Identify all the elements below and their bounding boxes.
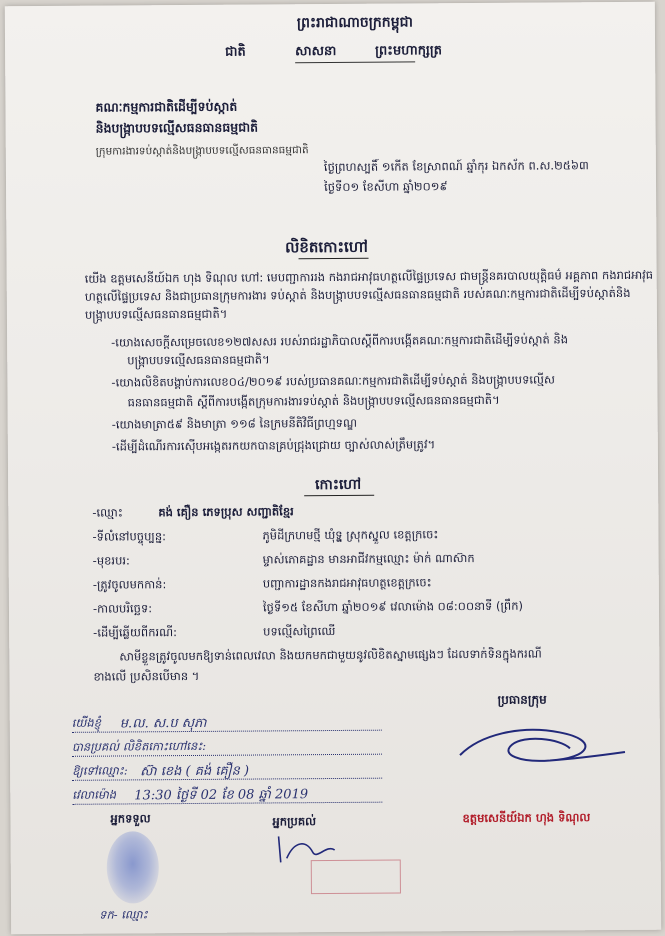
handwritten-label-2: បានប្រគល់ លិខិតកោះហៅនេះ: [71, 738, 207, 754]
motto [205, 43, 505, 60]
chief-label: ប្រធានក្រុម [497, 692, 547, 707]
signer-name: ឧត្តមសេនីយ៍ឯក ហុង ទិណុល [462, 810, 591, 826]
intro-paragraph: យើង ឧត្តមសេនីយ៍ឯក ហុង ទិណុល ហៅ: មេបញ្ជាការរង កងរាជអាវុធហត្ថលើផ្ទៃប្រទេស ជាមន្ត្រីនគរបាលយុត្តិធម៌ អគ្គភាព កងរាជអាវុធហត្ថលើផ្ទៃប្រទេស និងជាប្រធានក្រុមការងារ ទប់ស្កាត់ និងបង្ក្រាបបទល្មើសធនធានធម្មជាតិ របស់គណៈកម្មការជាតិដើម្បីទប់ស្កាត់និងបង្ក្រាបបទល្មើសធនធានធម្មជាតិ។ [84, 267, 654, 322]
field-value-name: គង់ គឿន ភេទប្រុស សញ្ជាតិខ្មែរ [158, 504, 294, 520]
field-value-address: ភូមិដីក្រហមថ្មី ឃុំទ្ន្ហ ស្រុកស្នួល ខេត្តក្រចេះ [262, 527, 439, 543]
field-label-case: -ដើម្បីឆ្លើយពីករណី: [93, 625, 178, 640]
handwritten-name-3: ស៊ា ខេង ( គង់ គឿន ) [140, 763, 250, 780]
bottom-note: ទក- ឈ្មោះ [99, 907, 148, 922]
solar-date: ថ្ងៃទី០១ ខែសីហា ឆ្នាំ២០១៩ [323, 179, 448, 195]
receiver-label: អ្នកទទួល [110, 811, 151, 826]
chief-signature [450, 714, 630, 775]
title-underline [299, 258, 369, 259]
field-value-report-to: បញ្ជាការដ្ឋានកងរាជអាវុធហត្ថខេត្តក្រចេះ [262, 575, 432, 591]
summon-underline [304, 495, 374, 496]
thumbprint [107, 831, 160, 903]
handwritten-line-1 [72, 730, 382, 733]
field-value-occupation: ម្ចាស់ភោគដ្ឋាន មានអាជីវកម្មឈ្មោះ ម៉ាក់ ណាស៊ាក [262, 551, 475, 567]
closing-line-1: សាមីខ្លួនត្រូវចូលមកឱ្យទាន់ពេលវេលា និងយកមកជាមួយនូវលិខិតស្នាមផ្សេងៗ ដែលទាក់ទិនក្នុងករណី [119, 646, 542, 664]
reference-3: -យោងមាត្រា៥៩ និងមាត្រា ១១៨ នៃក្រមនីតិវិធីព្រហ្មទណ្ឌ [111, 415, 358, 432]
handwritten-name-1: ម.ល. ស.ប សុភា [119, 715, 207, 732]
stamp [311, 860, 401, 895]
reference-2: -យោងលិខិតបង្គាប់ការលេខ០៤/២០១៩ របស់ប្រធានគណៈកម្មការជាតិដើម្បីទប់ស្កាត់ និងបង្ក្រាបបទល្មើស [111, 372, 555, 390]
motto-nation: ជាតិ [225, 44, 246, 60]
document-page [5, 2, 661, 935]
field-label-address: -ទីលំនៅបច្ចុប្បន្ន: [92, 529, 167, 544]
reference-2-cont: ធនធានធម្មជាតិ ស្ដីពីការបង្កើតក្រុមការងារទប់ស្កាត់ និងបង្ក្រាបបទល្មើសធនធានធម្មជាតិ។ [127, 392, 500, 410]
kingdom-header: ព្រះរាជាណាចក្រកម្ពុជា [296, 14, 413, 32]
handwritten-label-3: ឱ្យទៅឈ្មោះ: [72, 763, 128, 778]
handwritten-label-1: យើងខ្ញុំ [71, 715, 102, 730]
field-value-date: ថ្ងៃទី១៥ ខែសីហា ឆ្នាំ២០១៩ វេលាម៉ោង ០៨:០០នាទី (ព្រឹក) [262, 598, 524, 615]
motto-king: ព្រះមហាក្សត្រ [375, 43, 442, 59]
document-title: លិខិតកោះហៅ [285, 237, 368, 257]
motto-divider [295, 61, 415, 63]
field-label-date: -កាលបរិច្ឆេទ: [92, 601, 153, 616]
org-line-2: និងបង្ក្រាបបទល្មើសធនធានធម្មជាតិ [95, 119, 259, 136]
giver-label: អ្នកប្រគល់ [272, 814, 317, 829]
field-label-name: -ឈ្មោះ [92, 505, 123, 520]
field-label-report-to: -ត្រូវចូលមកកាន់: [92, 577, 167, 592]
reference-1-cont: បង្ក្រាបបទល្មើសធនធានធម្មជាតិ។ [127, 352, 270, 368]
field-label-occupation: -មុខរបរ: [92, 553, 130, 568]
reference-1: -យោងសេចក្ដីសម្រេចលេខ១២៧សសរ របស់រាជរដ្ឋាភិបាលស្ដីពីការបង្កើតគណៈកម្មការជាតិដើម្បីទប់ស្កាត់ និង [111, 332, 569, 350]
closing-line-2: ខាងលើ ប្រសិនបើមាន ។ [93, 668, 200, 684]
org-line-3: ក្រុមការងារទប់ស្កាត់និងបង្ក្រាបបទល្មើសធនធានធម្មជាតិ [95, 144, 309, 158]
lunar-date: ថ្ងៃព្រហស្បតិ៍ ១កើត ខែស្រាពណ៍ ឆ្នាំកុរ ឯកស័ក ព.ស.២៥៦៣ [323, 158, 589, 175]
motto-religion: សាសនា [295, 43, 337, 60]
handwritten-label-4: វេលាម៉ោង [72, 787, 117, 802]
handwritten-time: 13:30 ថ្ងៃទី 02 ខែ 08 ឆ្នាំ 2019 [134, 787, 309, 804]
field-value-case: បទល្មើសព្រៃឈើ [263, 623, 336, 639]
org-line-1: គណៈកម្មការជាតិដើម្បីទប់ស្កាត់ [95, 98, 238, 115]
reference-4: -ដើម្បីដំណើរការស៊ើបអង្កេតរកយកបានគ្រប់ជ្រុងជ្រោយ ច្បាស់លាស់ត្រឹមត្រូវ។ [111, 437, 436, 454]
summon-heading: កោះហៅ [314, 476, 362, 494]
